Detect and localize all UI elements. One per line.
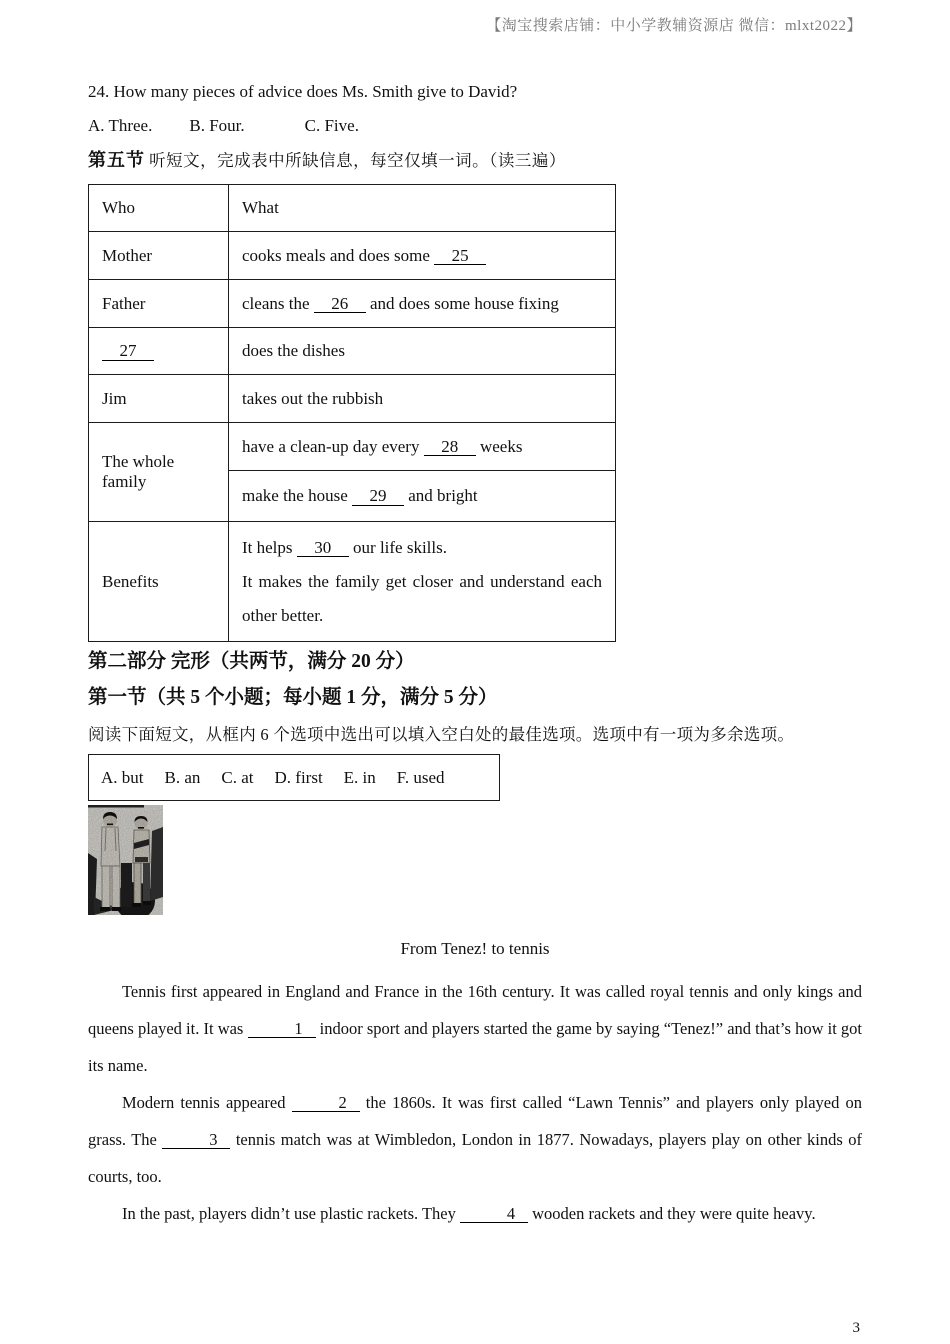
passage-photo xyxy=(88,805,163,915)
section-5-heading xyxy=(88,146,862,172)
table-cell-line: cleans the 26 and does some house fixing xyxy=(242,293,559,313)
answer-option: A. Three. xyxy=(88,116,153,135)
cloze-option: B. an xyxy=(164,767,201,787)
table-cell-line: It helps 30 our life skills. xyxy=(242,537,447,557)
passage-paragraph: Tennis first appeared in England and France in the 16th century. It was called royal tennis and only kings and queens played it. It was 1 indoor sport and players started the game by saying “Tenez!” and that’s how it got its name. xyxy=(88,982,862,1075)
passage-body xyxy=(88,973,862,1232)
table-row xyxy=(89,328,616,375)
listening-table xyxy=(88,184,616,642)
table-cell-what xyxy=(229,232,616,280)
question-24-text: 24. How many pieces of advice does Ms. Smith give to David? xyxy=(88,82,518,101)
cloze-option: E. in xyxy=(343,767,376,787)
table-cell-what xyxy=(229,328,616,375)
part-2-section-1-heading: 第一节（共 5 个小题；每小题 1 分，满分 5 分） xyxy=(88,687,498,708)
header-watermark: 【淘宝搜索店铺：中小学教辅资源店 微信：mlxt2022】 xyxy=(486,18,862,34)
question-24-options xyxy=(88,116,359,136)
table-cell-who: The whole family xyxy=(89,423,229,522)
part-2-heading: 第二部分 完形（共两节，满分 20 分） xyxy=(88,651,415,672)
answer-option: B. Four. xyxy=(189,116,245,135)
cloze-instructions: 阅读下面短文，从框内 6 个选项中选出可以填入空白处的最佳选项。选项中有一项为多余选项。 xyxy=(88,725,795,744)
passage-paragraph: In the past, players didn’t use plastic rackets. They 4 wooden rackets and they were quite heavy. xyxy=(122,1204,816,1223)
table-cell-what xyxy=(229,375,616,423)
table-header-cell: What xyxy=(229,185,616,232)
table-row xyxy=(89,280,616,328)
table-header-row xyxy=(89,185,616,232)
blank-25: 25 xyxy=(434,247,486,266)
passage-paragraph: Modern tennis appeared 2 the 1860s. It was first called “Lawn Tennis” and players only played on grass. The 3 tennis match was at Wimbledon, London in 1877. Nowadays, players play on other kinds of courts, too. xyxy=(88,1093,862,1186)
cloze-option: C. at xyxy=(221,767,254,787)
table-cell-who: Father xyxy=(89,280,229,328)
table-header-cell: Who xyxy=(89,185,229,232)
blank-27: 27 xyxy=(102,342,154,361)
table-cell-what: have a clean-up day every 28 weeks xyxy=(229,423,616,471)
blank-1: 1 xyxy=(248,1020,316,1038)
table-cell-who xyxy=(89,328,229,375)
blank-30: 30 xyxy=(297,539,349,558)
table-cell-what xyxy=(229,280,616,328)
table-cell-what: make the house 29 and bright xyxy=(229,471,616,522)
cloze-passage xyxy=(88,938,862,1232)
table-cell-who: Jim xyxy=(89,375,229,423)
table-cell-line: It makes the family get closer and understand each other better. xyxy=(242,571,602,625)
cloze-option: D. first xyxy=(274,767,323,787)
table-cell-who: Mother xyxy=(89,232,229,280)
listening-table-body xyxy=(89,185,616,642)
vintage-tennis-players-image xyxy=(88,805,163,915)
section-5-instructions: 听短文，完成表中所缺信息，每空仅填一词。（读三遍） xyxy=(149,151,566,170)
table-row xyxy=(89,375,616,423)
blank-3: 3 xyxy=(162,1131,230,1149)
cloze-options-box xyxy=(88,754,500,801)
blank-28: 28 xyxy=(424,438,476,457)
table-cell-line: takes out the rubbish xyxy=(242,388,384,408)
passage-title: From Tenez! to tennis xyxy=(400,939,550,958)
table-cell-who: Benefits xyxy=(89,522,229,642)
cloze-option: F. used xyxy=(396,767,445,787)
table-cell-line: cooks meals and does some 25 xyxy=(242,239,602,273)
table-cell-what xyxy=(229,522,616,642)
table-row xyxy=(89,423,616,471)
answer-option: C. Five. xyxy=(304,116,359,135)
table-row xyxy=(89,232,616,280)
section-5-label: 第五节 xyxy=(88,150,145,170)
table-row xyxy=(89,522,616,642)
blank-2: 2 xyxy=(292,1094,360,1112)
cloze-option: A. but xyxy=(101,767,144,787)
blank-4: 4 xyxy=(460,1205,528,1223)
page-number: 3 xyxy=(852,1320,860,1336)
table-cell-line: does the dishes xyxy=(242,341,345,360)
blank-26: 26 xyxy=(314,295,366,314)
blank-29: 29 xyxy=(352,487,404,506)
